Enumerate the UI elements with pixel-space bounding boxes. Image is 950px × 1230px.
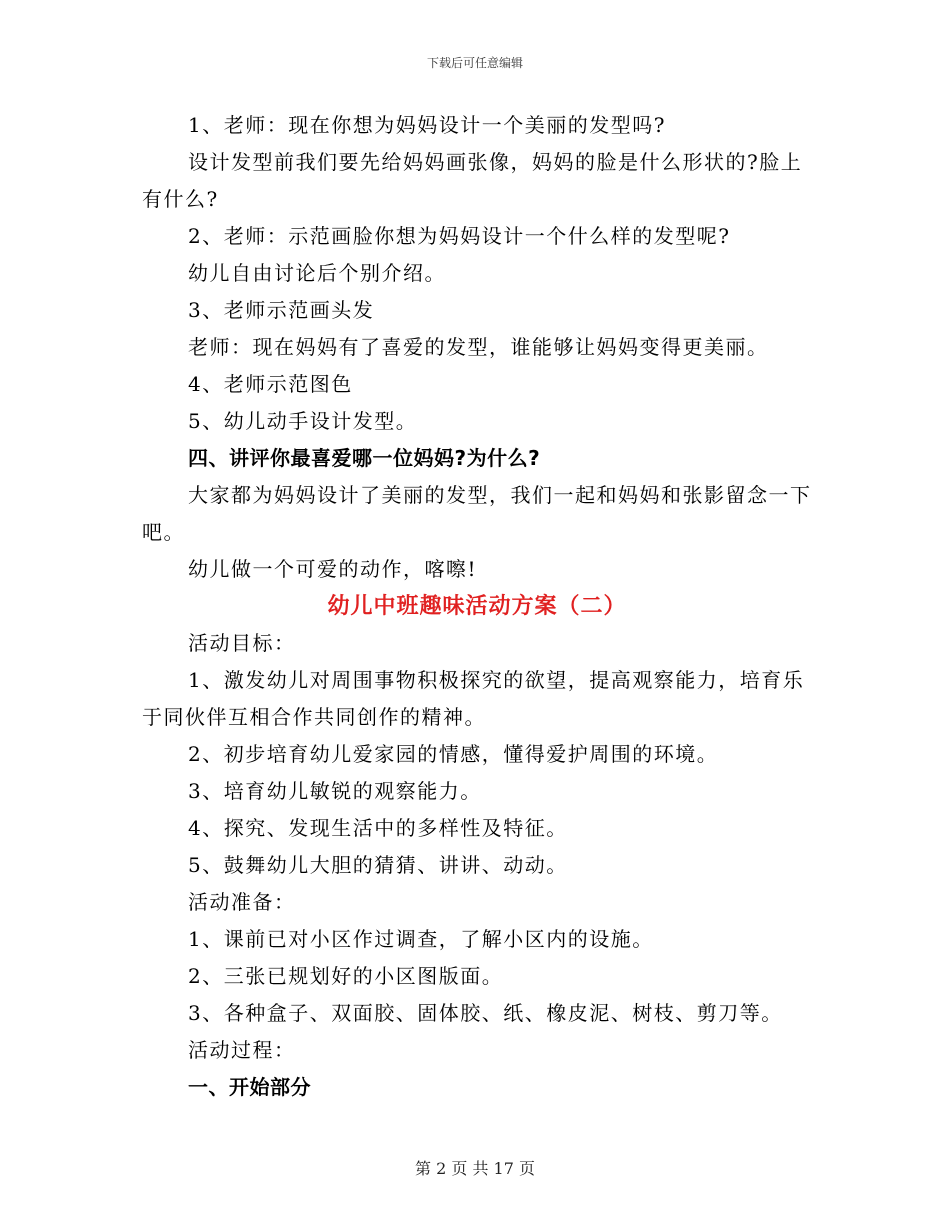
paragraph-line: 5、幼儿动手设计发型。 — [188, 409, 418, 433]
paragraph-line: 3、老师示范画头发 — [188, 298, 375, 322]
paragraph-line: 3、各种盒子、双面胶、固体胶、纸、橡皮泥、树枝、剪刀等。 — [188, 1001, 783, 1025]
paragraph-line: 活动目标： — [188, 631, 296, 655]
page-number-footer: 第 2 页 共 17 页 — [415, 1159, 535, 1178]
paragraph-line: 1、老师：现在你想为妈妈设计一个美丽的发型吗? — [188, 113, 666, 137]
paragraph-line: 1、课前已对小区作过调查，了解小区内的设施。 — [188, 927, 654, 951]
page-header-note: 下载后可任意编辑 — [426, 56, 523, 70]
section-heading: 四、讲评你最喜爱哪一位妈妈?为什么? — [188, 446, 541, 470]
paragraph-line: 2、老师：示范画脸你想为妈妈设计一个什么样的发型呢? — [188, 224, 731, 248]
paragraph-line: 5、鼓舞幼儿大胆的猜猜、讲讲、动动。 — [188, 853, 568, 877]
paragraph-line: 3、培育幼儿敏锐的观察能力。 — [188, 779, 482, 803]
paragraph-line: 活动过程： — [188, 1038, 296, 1062]
paragraph-line: 2、初步培育幼儿爱家园的情感，懂得爱护周围的环境。 — [188, 742, 719, 766]
paragraph-line: 幼儿自由讨论后个别介绍。 — [188, 261, 446, 285]
paragraph-line: 4、探究、发现生活中的多样性及特征。 — [188, 816, 568, 840]
document-title: 幼儿中班趣味活动方案（二） — [327, 594, 627, 619]
paragraph-line: 幼儿做一个可爱的动作，喀嚓! — [188, 557, 478, 581]
paragraph-line: 4、老师示范图色 — [188, 372, 353, 396]
paragraph-line: 活动准备： — [188, 890, 296, 914]
document-body — [142, 107, 812, 1106]
paragraph-line: 设计发型前我们要先给妈妈画张像，妈妈的脸是什么形状的?脸上有什么? — [142, 150, 803, 211]
paragraph-line: 1、激发幼儿对周围事物积极探究的欲望，提高观察能力，培育乐于同伙伴互相合作共同创作的精神。 — [142, 668, 805, 729]
section-heading: 一、开始部分 — [188, 1075, 311, 1099]
paragraph-line: 大家都为妈妈设计了美丽的发型，我们一起和妈妈和张影留念一下吧。 — [142, 483, 812, 544]
paragraph-line: 老师：现在妈妈有了喜爱的发型，谁能够让妈妈变得更美丽。 — [188, 335, 769, 359]
paragraph-line: 2、三张已规划好的小区图版面。 — [188, 964, 504, 988]
